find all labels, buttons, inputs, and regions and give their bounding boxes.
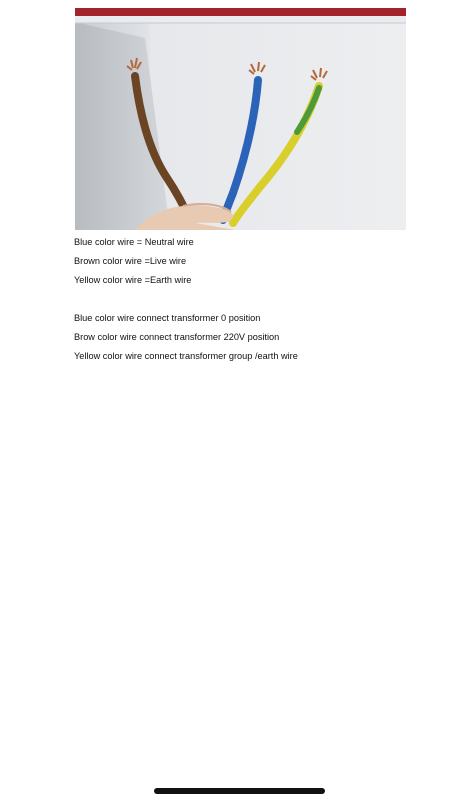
- note-line-yellow-transformer: Yellow color wire connect transformer group /earth wire: [74, 351, 298, 361]
- home-indicator[interactable]: [154, 788, 325, 794]
- wire-notes: [74, 236, 454, 369]
- note-line-blue-neutral: Blue color wire = Neutral wire: [74, 237, 194, 247]
- wire-photo: [75, 8, 406, 230]
- top-ledge: [75, 16, 406, 23]
- note-line-yellow-earth: Yellow color wire =Earth wire: [74, 275, 192, 285]
- red-strip: [75, 8, 406, 16]
- note-line-brown-transformer: Brow color wire connect transformer 220V position: [74, 332, 280, 342]
- wire-photo-illustration: [75, 8, 406, 230]
- note-line-blue-transformer: Blue color wire connect transformer 0 position: [74, 313, 261, 323]
- note-line-brown-live: Brown color wire =Live wire: [74, 256, 187, 266]
